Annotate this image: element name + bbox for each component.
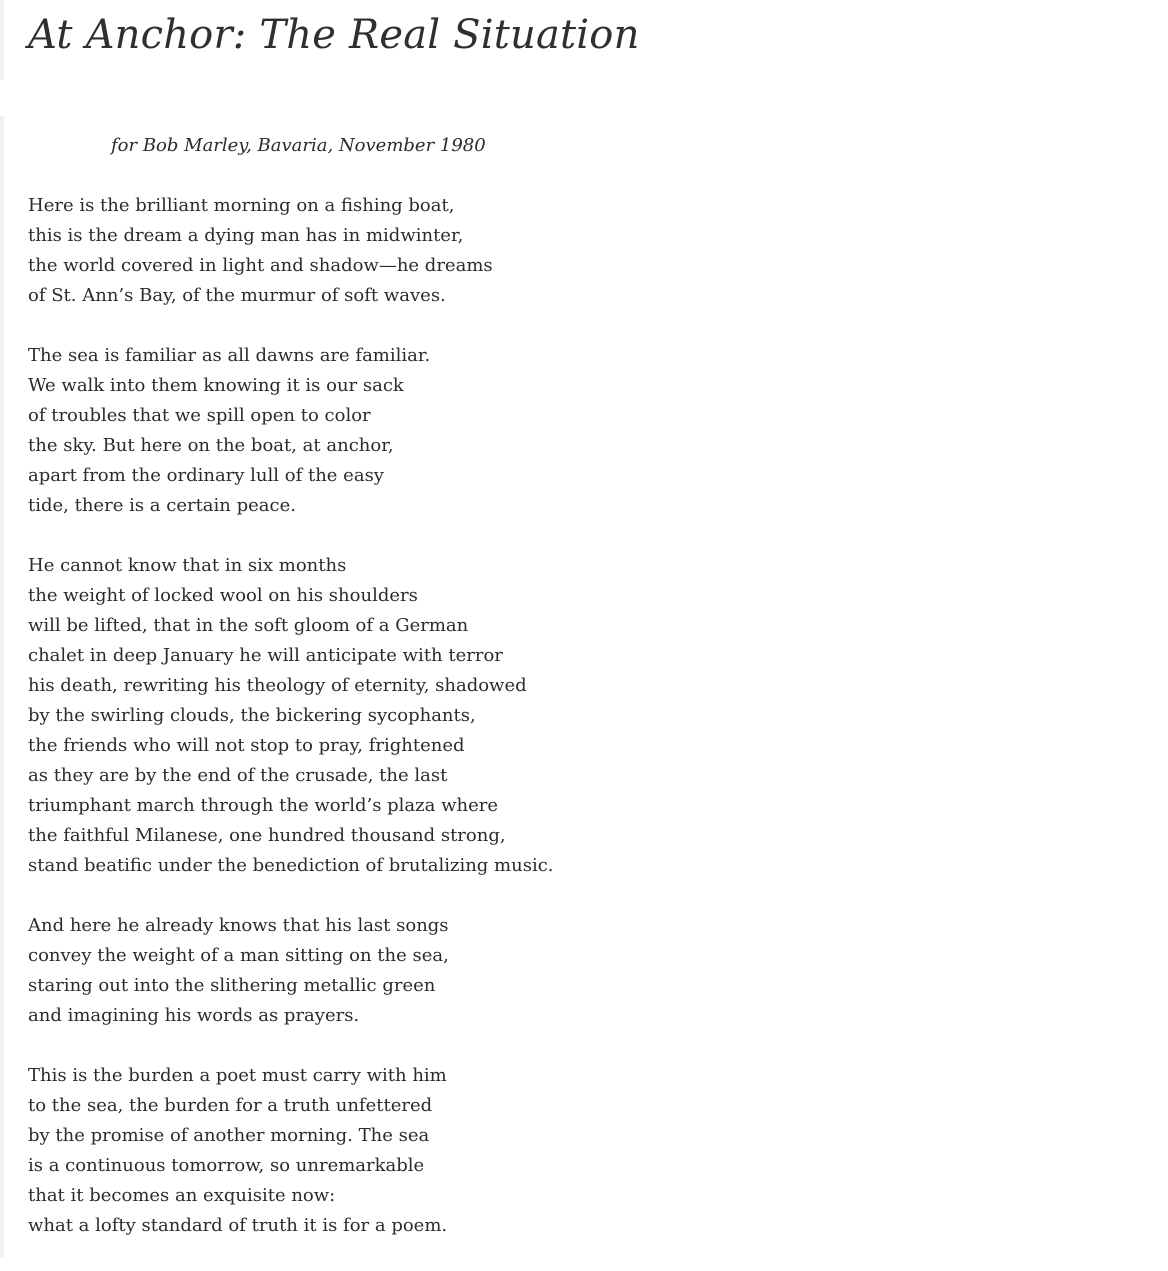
stanza-3 xyxy=(28,551,554,881)
poem-line: The sea is familiar as all dawns are familiar. xyxy=(28,345,431,366)
left-margin-rule-top xyxy=(0,0,4,80)
poem-title: At Anchor: The Real Situation xyxy=(28,12,640,58)
poem-line: apart from the ordinary lull of the easy xyxy=(28,465,384,486)
poem-line: This is the burden a poet must carry with him xyxy=(28,1065,447,1086)
poem-line: by the promise of another morning. The sea xyxy=(28,1125,430,1146)
stanza-4 xyxy=(28,911,554,1031)
stanza-2 xyxy=(28,341,554,521)
poem-line: the friends who will not stop to pray, frightened xyxy=(28,735,465,756)
poem-line: what a lofty standard of truth it is for a poem. xyxy=(28,1215,448,1236)
poem-line: as they are by the end of the crusade, the last xyxy=(28,765,448,786)
poem-line: his death, rewriting his theology of eternity, shadowed xyxy=(28,675,527,696)
poem-line: staring out into the slithering metallic green xyxy=(28,975,436,996)
poem-line: to the sea, the burden for a truth unfettered xyxy=(28,1095,433,1116)
poem-line: the world covered in light and shadow—he dreams xyxy=(28,255,493,276)
poem-line: triumphant march through the world’s plaza where xyxy=(28,795,499,816)
left-margin-rule-bottom xyxy=(0,116,4,1257)
poem-line: of troubles that we spill open to color xyxy=(28,405,371,426)
poem-line: stand beatific under the benediction of brutalizing music. xyxy=(28,855,554,876)
poem-line: the faithful Milanese, one hundred thousand strong, xyxy=(28,825,506,846)
stanza-5 xyxy=(28,1061,554,1241)
poem-line: and imagining his words as prayers. xyxy=(28,1005,360,1026)
stanza-1 xyxy=(28,191,554,311)
poem-line: by the swirling clouds, the bickering sycophants, xyxy=(28,705,476,726)
poem-line: that it becomes an exquisite now: xyxy=(28,1185,336,1206)
poem-line: is a continuous tomorrow, so unremarkable xyxy=(28,1155,425,1176)
poem-line: convey the weight of a man sitting on the sea, xyxy=(28,945,449,966)
poem-line: He cannot know that in six months xyxy=(28,555,347,576)
poem-line: Here is the brilliant morning on a fishing boat, xyxy=(28,195,455,216)
poem-line: the sky. But here on the boat, at anchor, xyxy=(28,435,394,456)
poem-line: tide, there is a certain peace. xyxy=(28,495,296,516)
poem-line: of St. Ann’s Bay, of the murmur of soft waves. xyxy=(28,285,446,306)
poem-line: will be lifted, that in the soft gloom of a German xyxy=(28,615,469,636)
poem-line: chalet in deep January he will anticipate with terror xyxy=(28,645,503,666)
poem-line: And here he already knows that his last songs xyxy=(28,915,449,936)
poem-dedication: for Bob Marley, Bavaria, November 1980 xyxy=(111,135,486,156)
poem-body xyxy=(28,191,554,1271)
poem-line: the weight of locked wool on his shoulders xyxy=(28,585,418,606)
poem-line: We walk into them knowing it is our sack xyxy=(28,375,404,396)
poem-line: this is the dream a dying man has in midwinter, xyxy=(28,225,464,246)
